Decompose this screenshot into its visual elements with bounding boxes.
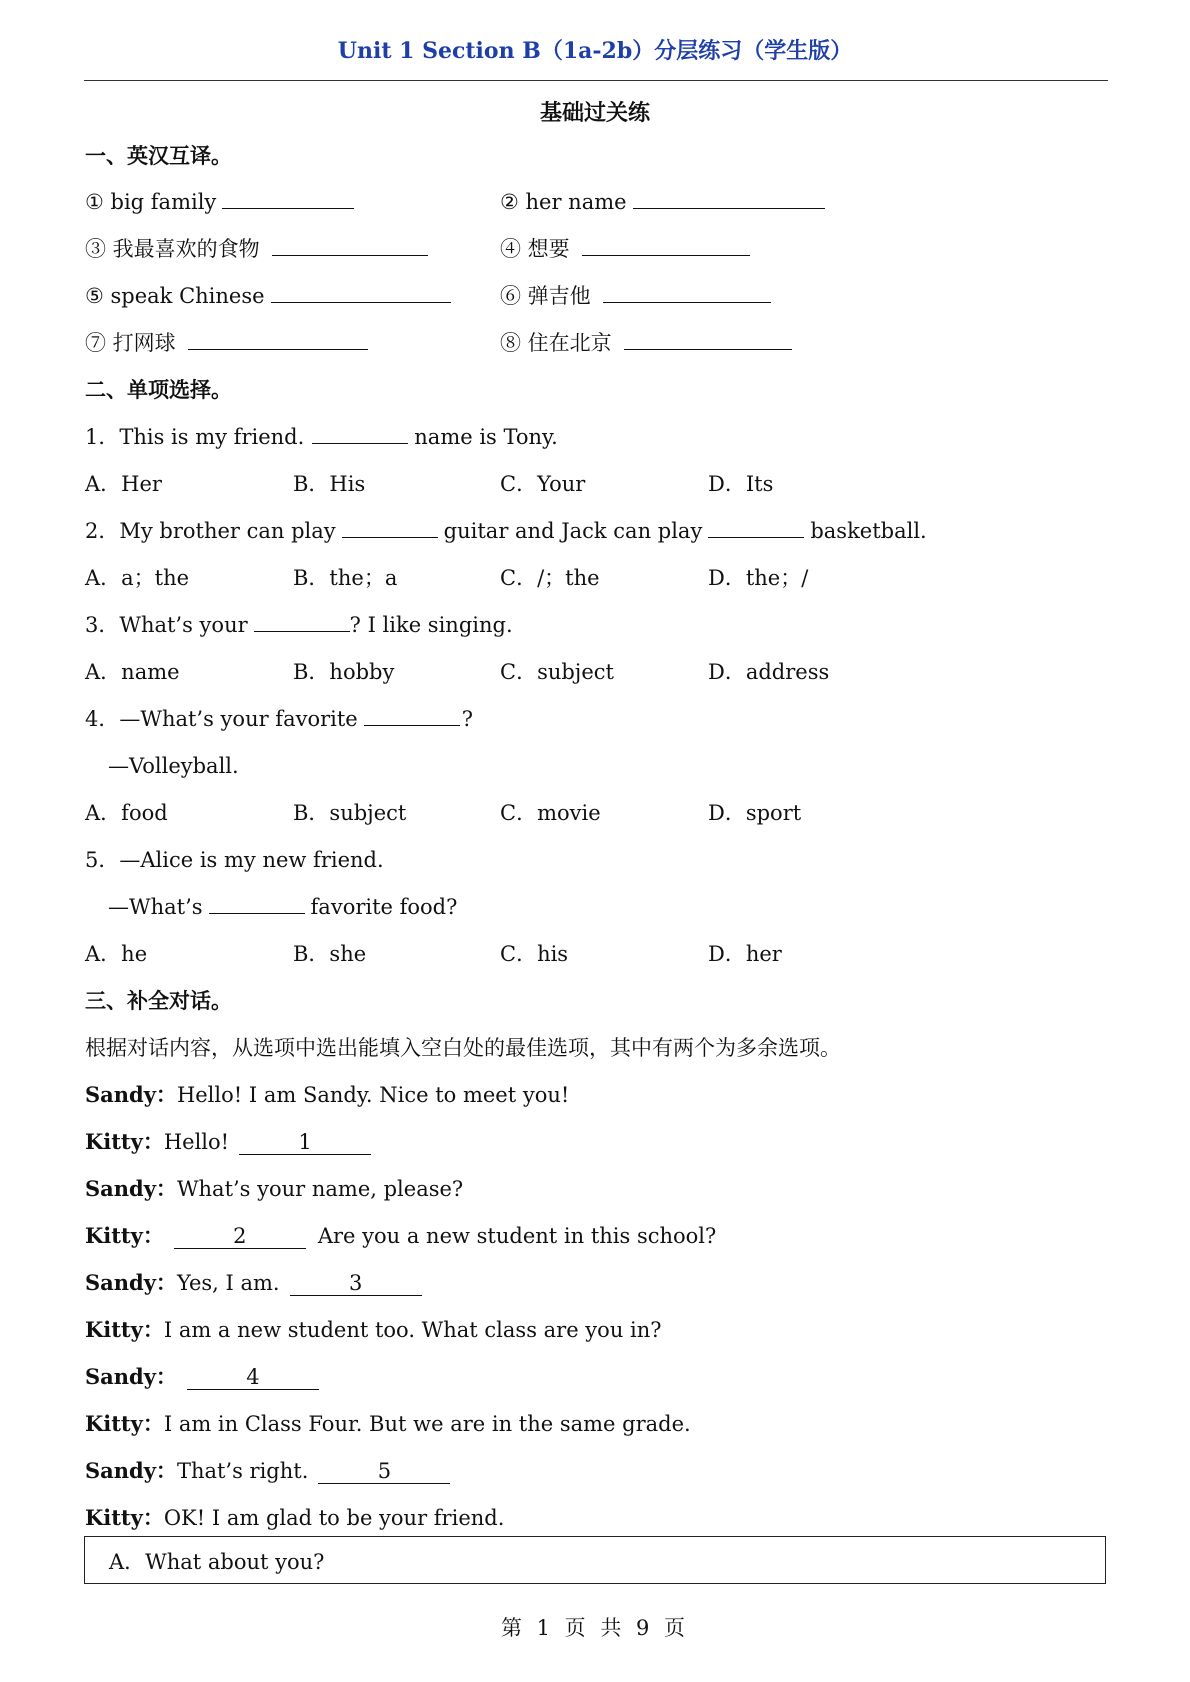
q2-option-c[interactable]: C．/；the (500, 566, 600, 590)
q4-option-c[interactable]: C．movie (500, 801, 601, 825)
question-1 (85, 423, 558, 451)
question-4 (85, 705, 473, 733)
dialogue-text: OK! I am glad to be your friend. (163, 1506, 505, 1530)
answer-blank[interactable] (209, 893, 305, 914)
speaker-label: Kitty： (85, 1317, 164, 1342)
dialogue-line-7 (85, 1363, 319, 1391)
translation-item-7 (85, 329, 368, 357)
dialogue-line-6 (85, 1316, 662, 1344)
q4-option-d[interactable]: D．sport (708, 801, 802, 825)
section2-heading: 二、单项选择。 (85, 377, 232, 402)
dialogue-blank-3[interactable]: 3 (290, 1271, 422, 1296)
q3-option-d[interactable]: D．address (708, 660, 830, 684)
question-text: 1．This is my friend. (85, 425, 305, 449)
q2-option-a[interactable]: A．a；the (85, 566, 190, 590)
answer-blank[interactable] (624, 329, 792, 350)
dialogue-line-2 (85, 1128, 371, 1156)
question-4-answer-line: —Volleyball. (108, 754, 239, 778)
dialogue-line-10 (85, 1504, 504, 1532)
speaker-label: Sandy： (85, 1082, 177, 1107)
dialogue-text: I am a new student too. What class are you in? (163, 1318, 662, 1342)
translation-item-6 (500, 282, 771, 310)
translation-item-4 (500, 235, 750, 263)
section1-heading: 一、英汉互译。 (85, 143, 232, 168)
question-text: name is Tony. (414, 425, 558, 449)
dialogue-line-3 (85, 1175, 463, 1203)
translation-item-8 (500, 329, 792, 357)
dialogue-blank-5[interactable]: 5 (318, 1459, 450, 1484)
question-5-reply (108, 893, 457, 921)
q3-option-c[interactable]: C．subject (500, 660, 614, 684)
dialogue-text: That’s right. (176, 1459, 309, 1483)
question-text: favorite food? (310, 895, 458, 919)
question-text: ? (461, 707, 473, 731)
page-number: 第 1 页 共 9 页 (500, 1616, 690, 1640)
answer-blank[interactable] (272, 235, 428, 256)
answer-blank[interactable] (364, 705, 460, 726)
q5-option-b[interactable]: B．she (293, 942, 367, 966)
dialogue-blank-1[interactable]: 1 (239, 1130, 371, 1155)
speaker-label: Sandy： (85, 1176, 177, 1201)
answer-blank[interactable] (271, 282, 451, 303)
dialogue-text: Are you a new student in this school? (317, 1224, 717, 1248)
q4-option-a[interactable]: A．food (85, 801, 168, 825)
item-text: ③ 我最喜欢的食物 (85, 237, 260, 261)
question-3 (85, 611, 513, 639)
question-text: basketball. (810, 519, 927, 543)
question-text: ? I like singing. (349, 613, 513, 637)
q5-option-d[interactable]: D．her (708, 942, 782, 966)
dialogue-text: Yes, I am. (176, 1271, 280, 1295)
answer-blank[interactable] (188, 329, 368, 350)
question-text: 2．My brother can play (85, 519, 336, 543)
answer-blank[interactable] (708, 517, 804, 538)
answer-blank[interactable] (582, 235, 750, 256)
dialogue-line-8 (85, 1410, 691, 1438)
item-text: ② her name (500, 190, 627, 214)
question-text: 4．—What’s your favorite (85, 707, 358, 731)
dialogue-blank-2[interactable]: 2 (174, 1224, 306, 1249)
q2-option-b[interactable]: B．the；a (293, 566, 398, 590)
answer-blank[interactable] (254, 611, 350, 632)
speaker-label: Kitty： (85, 1129, 164, 1154)
q1-option-b[interactable]: B．His (293, 472, 366, 496)
item-text: ① big family (85, 190, 217, 214)
section3-heading: 三、补全对话。 (85, 988, 232, 1013)
dialogue-blank-4[interactable]: 4 (187, 1365, 319, 1390)
dialogue-option-a[interactable]: A．What about you? (109, 1550, 325, 1574)
question-text: guitar and Jack can play (443, 519, 703, 543)
dialogue-text: Hello! I am Sandy. Nice to meet you! (176, 1083, 570, 1107)
q3-option-b[interactable]: B．hobby (293, 660, 395, 684)
speaker-label: Sandy： (85, 1458, 177, 1483)
speaker-label: Sandy： (85, 1364, 177, 1389)
q4-option-b[interactable]: B．subject (293, 801, 407, 825)
q2-option-d[interactable]: D．the；/ (708, 566, 809, 590)
dialogue-line-4 (85, 1222, 716, 1250)
q5-option-a[interactable]: A．he (85, 942, 148, 966)
speaker-label: Kitty： (85, 1411, 164, 1436)
answer-blank[interactable] (603, 282, 771, 303)
item-text: ⑧ 住在北京 (500, 331, 612, 355)
translation-item-1 (85, 188, 354, 216)
speaker-label: Kitty： (85, 1505, 164, 1530)
answer-blank[interactable] (342, 517, 438, 538)
section3-instruction: 根据对话内容，从选项中选出能填入空白处的最佳选项，其中有两个为多余选项。 (85, 1036, 841, 1060)
translation-item-3 (85, 235, 428, 263)
question-5: 5．—Alice is my new friend. (85, 848, 384, 872)
item-text: ④ 想要 (500, 237, 570, 261)
dialogue-line-9 (85, 1457, 450, 1485)
translation-item-5 (85, 282, 451, 310)
speaker-label: Kitty： (85, 1223, 164, 1248)
answer-blank[interactable] (633, 188, 825, 209)
question-text: 3．What’s your (85, 613, 248, 637)
dialogue-line-1 (85, 1081, 569, 1109)
q3-option-a[interactable]: A．name (85, 660, 180, 684)
dialogue-text: I am in Class Four. But we are in the same grade. (163, 1412, 691, 1436)
section-subtitle: 基础过关练 (539, 100, 650, 126)
answer-blank[interactable] (222, 188, 354, 209)
item-text: ⑥ 弹吉他 (500, 284, 591, 308)
document-title: Unit 1 Section B（1a-2b）分层练习（学生版） (337, 38, 853, 64)
answer-blank[interactable] (312, 423, 408, 444)
item-text: ⑤ speak Chinese (85, 284, 265, 308)
question-2 (85, 517, 927, 545)
dialogue-text: What’s your name, please? (176, 1177, 464, 1201)
q1-option-a[interactable]: A．Her (85, 472, 162, 496)
question-text: —What’s (108, 895, 203, 919)
translation-item-2 (500, 188, 825, 216)
q1-option-c[interactable]: C．Your (500, 472, 586, 496)
q1-option-d[interactable]: D．Its (708, 472, 774, 496)
item-text: ⑦ 打网球 (85, 331, 176, 355)
dialogue-text: Hello! (163, 1130, 230, 1154)
speaker-label: Sandy： (85, 1270, 177, 1295)
dialogue-line-5 (85, 1269, 422, 1297)
q5-option-c[interactable]: C．his (500, 942, 569, 966)
options-box (84, 1536, 1106, 1584)
header-divider (84, 80, 1108, 81)
